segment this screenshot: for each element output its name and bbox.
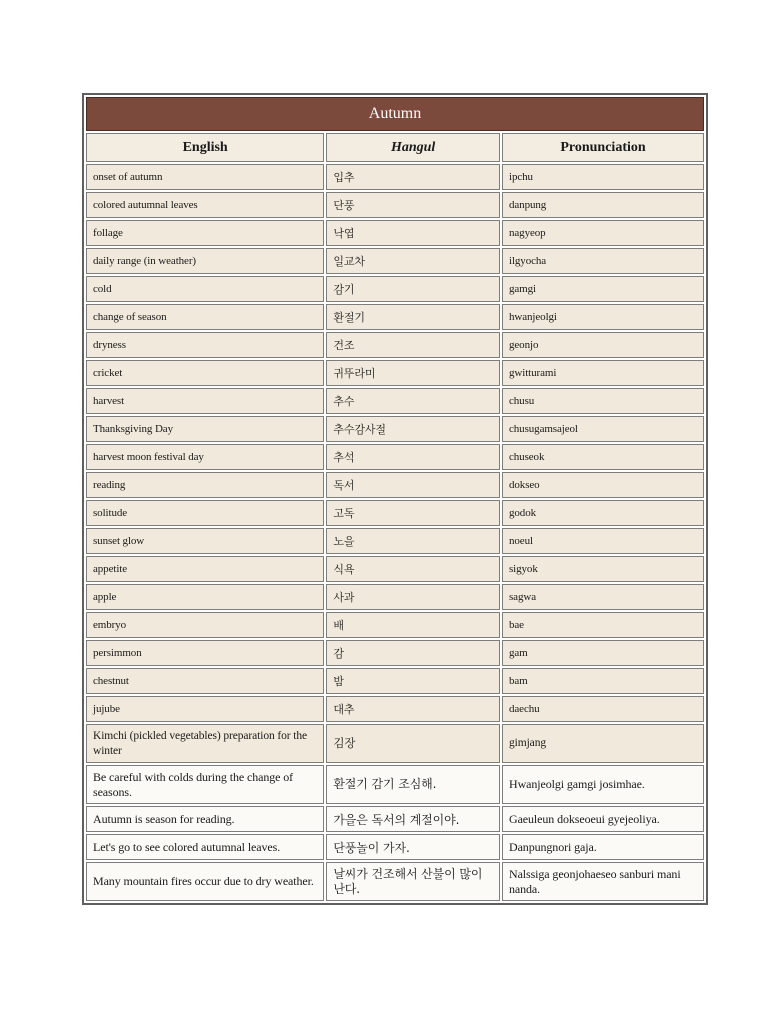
cell-english: harvest moon festival day	[86, 444, 324, 470]
table-row	[86, 556, 704, 582]
cell-english: colored autumnal leaves	[86, 192, 324, 218]
cell-pronunciation: gwitturami	[502, 360, 704, 386]
cell-pronunciation: bae	[502, 612, 704, 638]
table-row	[86, 528, 704, 554]
table-row	[86, 500, 704, 526]
table-row	[86, 444, 704, 470]
table-row	[86, 416, 704, 442]
cell-hangul: 입추	[326, 164, 500, 190]
cell-english: follage	[86, 220, 324, 246]
cell-hangul: 단풍놀이 가자.	[326, 834, 500, 860]
cell-pronunciation: noeul	[502, 528, 704, 554]
cell-hangul: 고독	[326, 500, 500, 526]
cell-pronunciation: gimjang	[502, 724, 704, 763]
table-body	[86, 164, 704, 901]
cell-hangul: 가을은 독서의 계절이야.	[326, 806, 500, 832]
cell-english: Thanksgiving Day	[86, 416, 324, 442]
table-row	[86, 806, 704, 832]
table-row	[86, 388, 704, 414]
cell-pronunciation: hwanjeolgi	[502, 304, 704, 330]
cell-pronunciation: nagyeop	[502, 220, 704, 246]
cell-hangul: 환절기	[326, 304, 500, 330]
cell-hangul: 밤	[326, 668, 500, 694]
cell-pronunciation: chusu	[502, 388, 704, 414]
cell-pronunciation: godok	[502, 500, 704, 526]
table-row	[86, 192, 704, 218]
cell-english: onset of autumn	[86, 164, 324, 190]
cell-english: change of season	[86, 304, 324, 330]
table-header-row	[86, 133, 704, 162]
cell-english: cricket	[86, 360, 324, 386]
cell-pronunciation: bam	[502, 668, 704, 694]
cell-english: embryo	[86, 612, 324, 638]
cell-english: reading	[86, 472, 324, 498]
cell-pronunciation: chusugamsajeol	[502, 416, 704, 442]
vocabulary-table	[82, 93, 708, 905]
table-row	[86, 304, 704, 330]
cell-english: sunset glow	[86, 528, 324, 554]
cell-english: jujube	[86, 696, 324, 722]
cell-pronunciation: daechu	[502, 696, 704, 722]
table-row	[86, 584, 704, 610]
cell-pronunciation: gamgi	[502, 276, 704, 302]
cell-hangul: 감기	[326, 276, 500, 302]
cell-english: solitude	[86, 500, 324, 526]
table-row	[86, 612, 704, 638]
table-row	[86, 640, 704, 666]
cell-english: Kimchi (pickled vegetables) preparation for the winter	[86, 724, 324, 763]
cell-hangul: 귀뚜라미	[326, 360, 500, 386]
table-row	[86, 765, 704, 804]
cell-english: Let's go to see colored autumnal leaves.	[86, 834, 324, 860]
cell-hangul: 추석	[326, 444, 500, 470]
cell-hangul: 건조	[326, 332, 500, 358]
table-row	[86, 360, 704, 386]
cell-pronunciation: chuseok	[502, 444, 704, 470]
cell-english: cold	[86, 276, 324, 302]
cell-hangul: 단풍	[326, 192, 500, 218]
table-title-row	[86, 97, 704, 131]
cell-pronunciation: Gaeuleun dokseoeui gyejeoliya.	[502, 806, 704, 832]
header-hangul: Hangul	[326, 133, 500, 162]
cell-hangul: 배	[326, 612, 500, 638]
cell-english: harvest	[86, 388, 324, 414]
table-row	[86, 164, 704, 190]
cell-english: Autumn is season for reading.	[86, 806, 324, 832]
cell-pronunciation: gam	[502, 640, 704, 666]
cell-pronunciation: Nalssiga geonjohaeseo sanburi mani nanda.	[502, 862, 704, 901]
table-row	[86, 332, 704, 358]
cell-pronunciation: sigyok	[502, 556, 704, 582]
table-row	[86, 248, 704, 274]
table-row	[86, 834, 704, 860]
cell-hangul: 대추	[326, 696, 500, 722]
cell-english: Many mountain fires occur due to dry weather.	[86, 862, 324, 901]
cell-hangul: 식욕	[326, 556, 500, 582]
cell-hangul: 일교차	[326, 248, 500, 274]
cell-pronunciation: ipchu	[502, 164, 704, 190]
cell-pronunciation: sagwa	[502, 584, 704, 610]
cell-pronunciation: danpung	[502, 192, 704, 218]
cell-hangul: 환절기 감기 조심해.	[326, 765, 500, 804]
table-row	[86, 220, 704, 246]
cell-hangul: 감	[326, 640, 500, 666]
cell-pronunciation: dokseo	[502, 472, 704, 498]
cell-english: persimmon	[86, 640, 324, 666]
cell-hangul: 추수감사절	[326, 416, 500, 442]
cell-hangul: 날씨가 건조해서 산불이 많이 난다.	[326, 862, 500, 901]
table-title: Autumn	[86, 97, 704, 131]
table-row	[86, 862, 704, 901]
cell-hangul: 김장	[326, 724, 500, 763]
table-row	[86, 696, 704, 722]
cell-english: apple	[86, 584, 324, 610]
table-row	[86, 724, 704, 763]
cell-pronunciation: geonjo	[502, 332, 704, 358]
cell-english: appetite	[86, 556, 324, 582]
cell-pronunciation: ilgyocha	[502, 248, 704, 274]
cell-hangul: 독서	[326, 472, 500, 498]
table-row	[86, 668, 704, 694]
cell-pronunciation: Hwanjeolgi gamgi josimhae.	[502, 765, 704, 804]
cell-hangul: 사과	[326, 584, 500, 610]
header-english: English	[86, 133, 324, 162]
cell-hangul: 노을	[326, 528, 500, 554]
cell-hangul: 낙엽	[326, 220, 500, 246]
cell-hangul: 추수	[326, 388, 500, 414]
cell-english: chestnut	[86, 668, 324, 694]
table-row	[86, 472, 704, 498]
cell-pronunciation: Danpungnori gaja.	[502, 834, 704, 860]
header-pronunciation: Pronunciation	[502, 133, 704, 162]
cell-english: daily range (in weather)	[86, 248, 324, 274]
cell-english: Be careful with colds during the change of seasons.	[86, 765, 324, 804]
table-row	[86, 276, 704, 302]
cell-english: dryness	[86, 332, 324, 358]
